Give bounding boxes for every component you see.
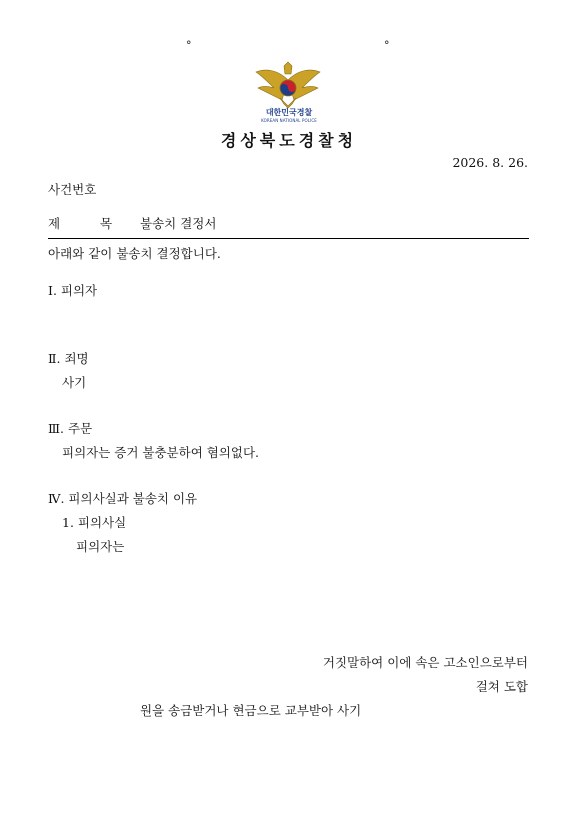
footer-line-2: 걸쳐 도합 xyxy=(475,679,528,694)
org-name-korean: 대한민국경찰 xyxy=(265,108,313,117)
case-number-label: 사건번호 xyxy=(48,182,97,197)
section-4-sub1-heading: 1. 피의사실 xyxy=(62,515,127,530)
document-title: 경상북도경찰청 xyxy=(220,131,358,150)
section-2-heading: Ⅱ. 죄명 xyxy=(48,351,89,366)
section-3-body: 피의자는 증거 불충분하여 혐의없다. xyxy=(62,445,260,460)
footer-line-3: 원을 송금받거나 현금으로 교부받아 사기 xyxy=(140,703,362,718)
org-name-english: KOREAN NATIONAL POLICE xyxy=(261,118,317,123)
marker-dot-right: ° xyxy=(384,39,390,52)
subject-value: 불송치 결정서 xyxy=(140,216,217,231)
subject-line xyxy=(48,216,216,232)
section-2-body: 사기 xyxy=(62,375,87,390)
subject-label-second: 목 xyxy=(100,216,113,231)
intro-text: 아래와 같이 불송치 결정합니다. xyxy=(48,246,221,261)
document-date: 2026. 8. 26. xyxy=(452,155,528,170)
footer-line-1: 거짓말하여 이에 속은 고소인으로부터 xyxy=(322,655,528,670)
header-divider xyxy=(48,238,529,239)
subject-label-first: 제 xyxy=(48,216,61,231)
section-1-heading: Ⅰ. 피의자 xyxy=(48,283,98,298)
section-3-heading: Ⅲ. 주문 xyxy=(48,421,93,436)
section-4-heading: Ⅳ. 피의사실과 불송치 이유 xyxy=(48,491,198,506)
section-4-sub1-body: 피의자는 xyxy=(76,539,125,554)
marker-dot-left: ° xyxy=(186,39,192,52)
